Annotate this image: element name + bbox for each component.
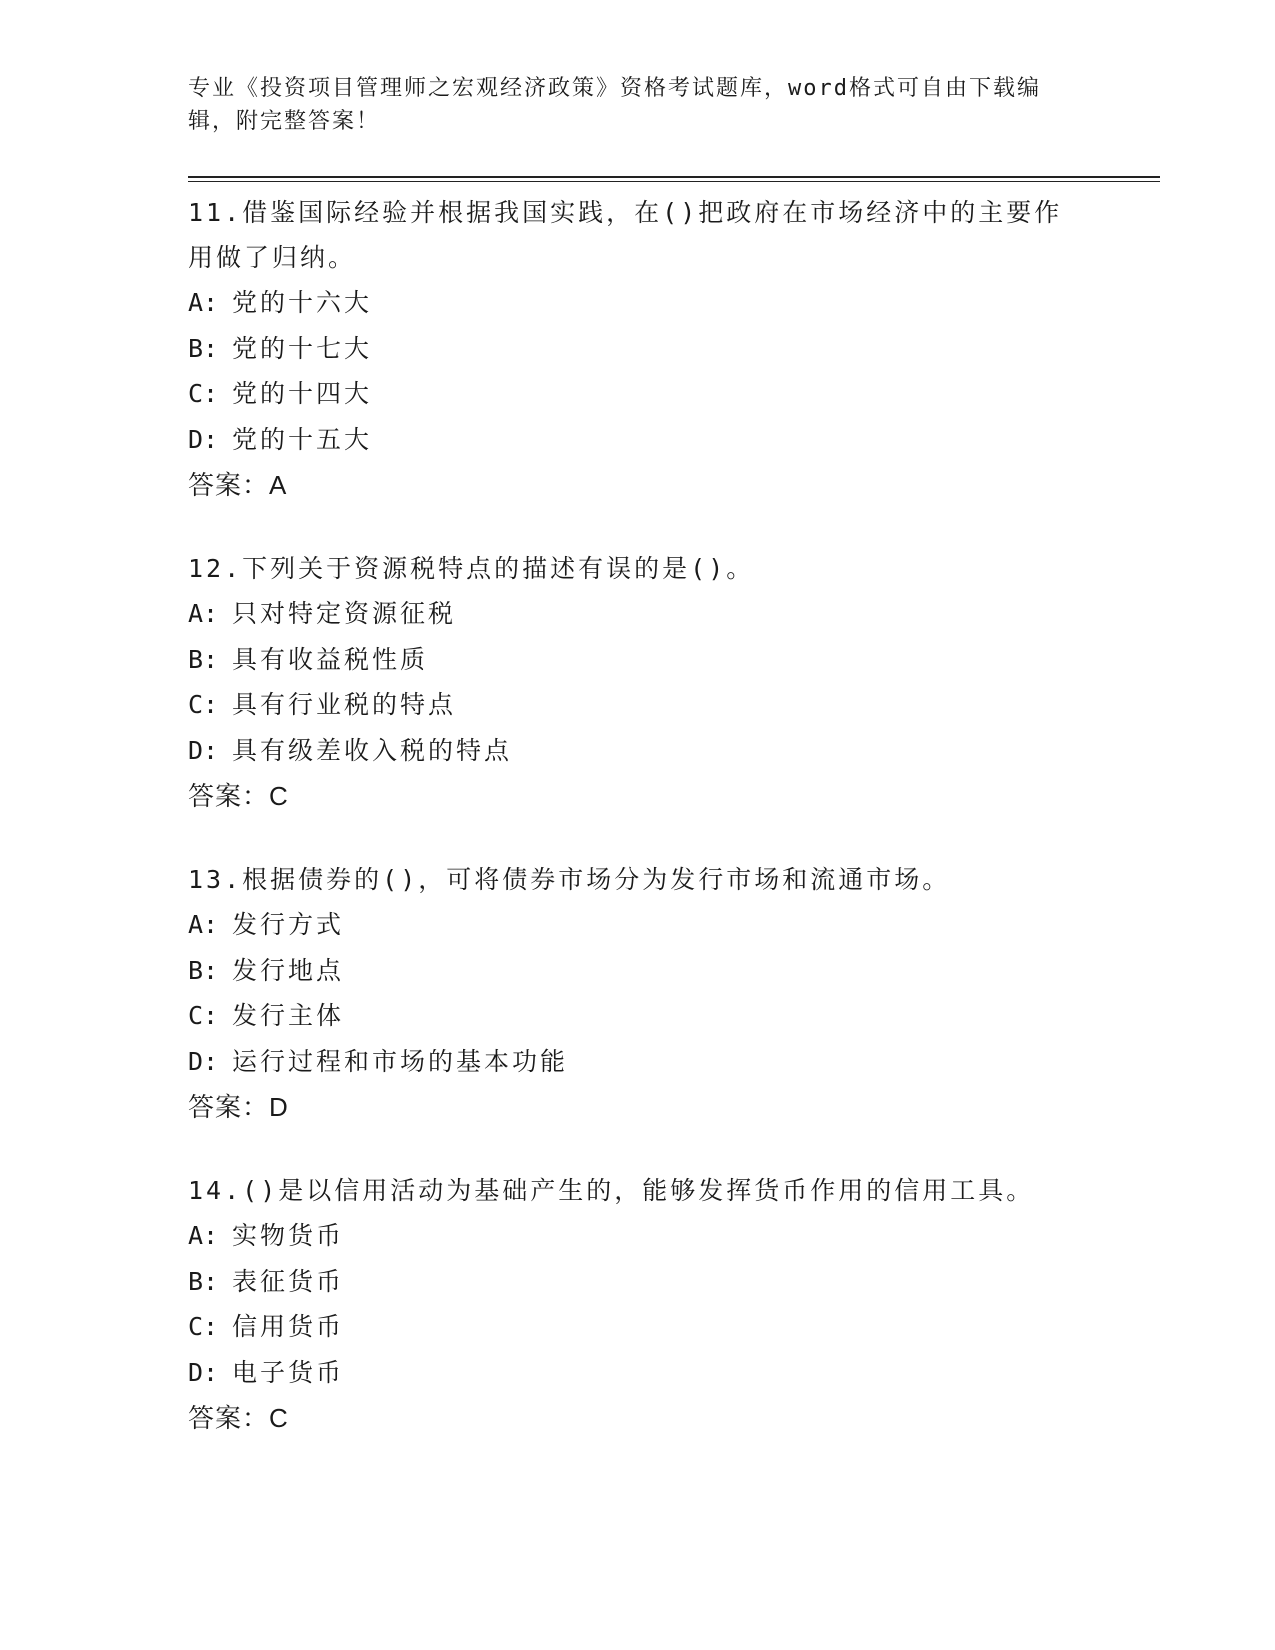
option-text: 表征货币 — [232, 1266, 345, 1296]
question-stem: 13.根据债券的()，可将债券市场分为发行市场和流通市场。 — [188, 865, 951, 894]
option-d — [188, 1350, 1068, 1396]
option-text: 具有级差收入税的特点 — [232, 735, 513, 765]
question-list — [188, 190, 1068, 1479]
option-label: B: — [188, 955, 219, 985]
option-b — [188, 637, 1068, 683]
option-label: C: — [188, 379, 219, 408]
option-label: A: — [188, 910, 219, 939]
option-b — [188, 948, 1068, 994]
option-label: A: — [188, 288, 219, 317]
option-text: 信用货币 — [232, 1312, 345, 1341]
question-item — [188, 857, 1068, 1130]
option-label: D: — [188, 1357, 219, 1387]
option-c — [188, 371, 1068, 417]
option-label: A: — [188, 1221, 219, 1250]
option-label: B: — [188, 644, 219, 674]
option-c — [188, 1304, 1068, 1350]
option-text: 实物货币 — [232, 1221, 345, 1250]
option-d — [188, 728, 1068, 774]
option-text: 具有收益税性质 — [232, 644, 429, 674]
option-text: 具有行业税的特点 — [232, 690, 457, 719]
option-a — [188, 591, 1068, 637]
option-label: D: — [188, 735, 219, 765]
option-label: D: — [188, 1046, 219, 1076]
question-item — [188, 190, 1068, 508]
question-stem: 14.()是以信用活动为基础产生的，能够发挥货币作用的信用工具。 — [188, 1176, 1035, 1205]
option-text: 运行过程和市场的基本功能 — [232, 1046, 569, 1076]
answer-line: 答案：C — [188, 781, 289, 811]
option-text: 只对特定资源征税 — [232, 599, 457, 628]
option-label: C: — [188, 690, 219, 719]
option-label: B: — [188, 333, 219, 363]
document-header: 专业《投资项目管理师之宏观经济政策》资格考试题库，word格式可自由下载编辑，附完整答案！ — [188, 76, 1041, 134]
option-text: 党的十六大 — [232, 288, 373, 317]
question-item — [188, 1168, 1068, 1441]
option-a — [188, 902, 1068, 948]
option-text: 党的十四大 — [232, 379, 373, 408]
option-c — [188, 682, 1068, 728]
option-label: C: — [188, 1312, 219, 1341]
option-text: 电子货币 — [232, 1357, 345, 1387]
option-a — [188, 1213, 1068, 1259]
answer-line: 答案：D — [188, 1092, 289, 1122]
option-d — [188, 1039, 1068, 1085]
option-text: 发行地点 — [232, 955, 345, 985]
question-stem: 12.下列关于资源税特点的描述有误的是()。 — [188, 554, 755, 583]
option-label: D: — [188, 424, 219, 454]
option-c — [188, 993, 1068, 1039]
header-divider-thin — [188, 181, 1160, 182]
answer-line: 答案：C — [188, 1403, 289, 1433]
option-text: 发行主体 — [232, 1001, 345, 1030]
question-item — [188, 546, 1068, 819]
option-text: 党的十五大 — [232, 424, 373, 454]
option-d — [188, 417, 1068, 463]
option-label: C: — [188, 1001, 219, 1030]
header-divider-thick — [188, 176, 1160, 178]
option-b — [188, 1259, 1068, 1305]
option-b — [188, 326, 1068, 372]
option-label: B: — [188, 1266, 219, 1296]
answer-line: 答案：A — [188, 470, 288, 500]
question-stem: 11.借鉴国际经验并根据我国实践，在()把政府在市场经济中的主要作用做了归纳。 — [188, 198, 1063, 272]
option-a — [188, 280, 1068, 326]
option-text: 发行方式 — [232, 910, 345, 939]
option-label: A: — [188, 599, 219, 628]
option-text: 党的十七大 — [232, 333, 373, 363]
